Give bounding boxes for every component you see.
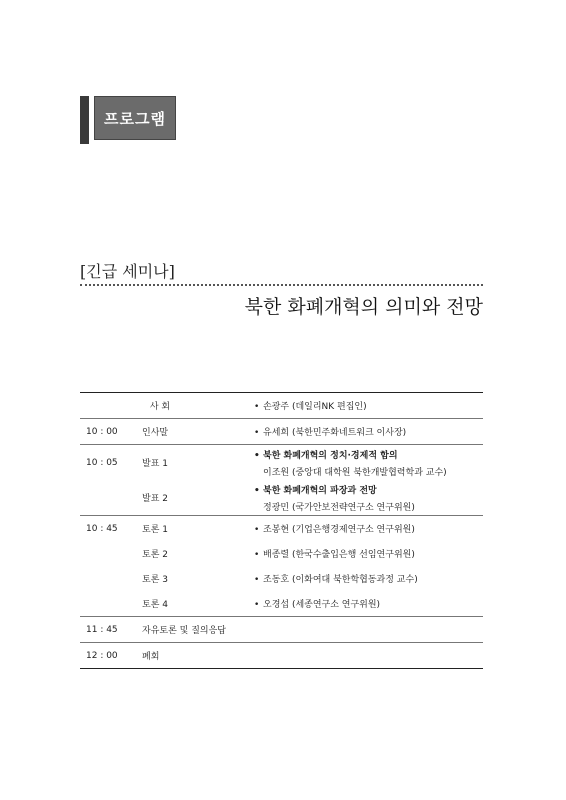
row-time: 12 : 00 [86, 650, 118, 661]
row-time [86, 541, 146, 566]
row-speaker: 정광민 (국가안보전략연구소 연구위원) [263, 502, 415, 513]
row-time: 10 : 05 [86, 457, 118, 468]
program-block-greeting [80, 419, 483, 445]
row-topic: 북한 화폐개혁의 파장과 전망 [263, 485, 377, 496]
row-info [254, 445, 483, 480]
program-row [80, 393, 483, 418]
tab-accent-bar [80, 96, 89, 144]
row-time: 11 : 45 [86, 624, 118, 635]
program-block-presentations [80, 445, 483, 516]
row-topic: 북한 화폐개혁의 정치·경제적 함의 [263, 450, 398, 461]
program-block-closing [80, 643, 483, 668]
bullet: • [254, 402, 260, 412]
program-block-chair [80, 393, 483, 419]
program-row [80, 419, 483, 444]
row-time [86, 393, 146, 418]
bullet: • [254, 550, 260, 560]
bullet: • [254, 450, 260, 461]
row-time [86, 566, 146, 591]
row-info [254, 541, 483, 566]
bullet: • [254, 525, 260, 535]
row-speaker: 오경섭 (세종연구소 연구위원) [263, 600, 381, 610]
bullet: • [254, 600, 260, 610]
row-info [254, 480, 483, 515]
bullet: • [254, 428, 260, 438]
row-role: 자유토론 및 질의응답 [142, 626, 226, 636]
row-role: 발표 2 [142, 494, 168, 504]
row-time [86, 480, 146, 515]
row-info [254, 591, 483, 616]
program-row [80, 566, 483, 591]
row-speaker: 이조원 (중앙대 대학원 북한개발협력학과 교수) [263, 467, 447, 478]
seminar-label: [긴급 세미나] [80, 262, 175, 281]
program-row [80, 541, 483, 566]
program-row [80, 617, 483, 642]
program-row [80, 480, 483, 515]
section-tab-label: 프로그램 [94, 96, 176, 140]
program-row [80, 445, 483, 480]
row-speaker: 조봉현 (기업은행경제연구소 연구위원) [263, 525, 415, 535]
row-role: 토론 2 [142, 550, 168, 560]
row-info [254, 566, 483, 591]
program-row [80, 643, 483, 668]
seminar-title: 북한 화폐개혁의 의미와 전망 [244, 296, 483, 318]
row-time: 10 : 00 [86, 426, 118, 437]
row-speaker: 조동호 (이화여대 북한학협동과정 교수) [263, 575, 418, 585]
bullet: • [254, 485, 260, 496]
bullet: • [254, 575, 260, 585]
row-role: 토론 3 [142, 575, 168, 585]
row-role: 사 회 [149, 402, 171, 412]
row-role: 토론 4 [142, 600, 168, 610]
row-role: 폐회 [142, 652, 160, 662]
row-time [86, 591, 146, 616]
row-role: 발표 1 [142, 459, 168, 469]
row-info [254, 419, 483, 444]
program-row [80, 591, 483, 616]
row-role: 인사말 [142, 428, 169, 438]
row-speaker: 배종렬 (한국수출입은행 선임연구위원) [263, 550, 415, 560]
dotted-divider [80, 284, 483, 286]
row-speaker: 손광주 (데일리NK 편집인) [263, 402, 367, 412]
program-block-qa [80, 617, 483, 643]
row-time: 10 : 45 [86, 523, 118, 534]
row-role: 토론 1 [142, 525, 168, 535]
row-info [254, 516, 483, 541]
row-info [254, 393, 483, 418]
program-row [80, 516, 483, 541]
row-speaker: 유세희 (북한민주화네트워크 이사장) [263, 428, 407, 438]
program-table [80, 392, 483, 669]
program-block-discussion [80, 516, 483, 617]
